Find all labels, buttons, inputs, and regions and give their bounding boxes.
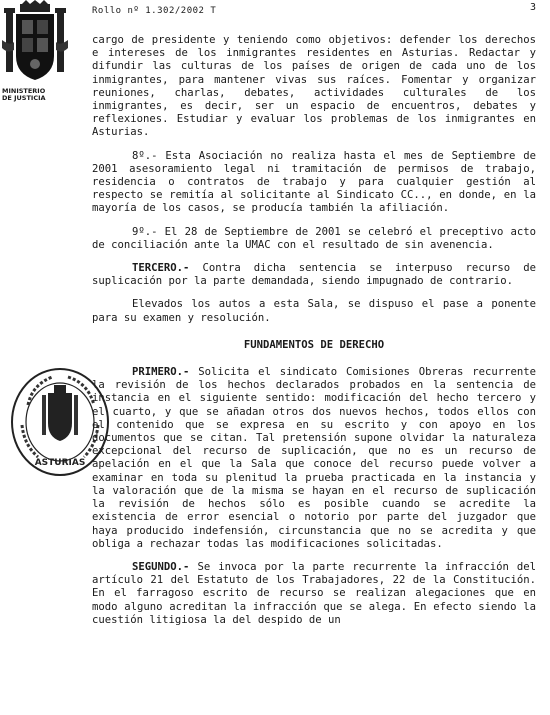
- paragraph-tercero: [92, 262, 536, 288]
- ministry-label-line1: MINISTERIO: [2, 87, 46, 95]
- tercero-lead: TERCERO.-: [132, 262, 190, 275]
- segundo-text: Se invoca por la parte recurrente la infracción del artículo 21 del Estatuto de los Trabajadores, 22 de la Constitución. En el farragoso escrito de recurso se realizan alegaciones que en modo alguno acreditan la infracción que se alega. En efecto siendo la cuestión litigiosa la del despido de un: [92, 560, 536, 626]
- document-body: [92, 34, 536, 627]
- ministry-label-line2: DE JUSTICIA: [2, 94, 46, 102]
- stamp-region: ASTURIAS: [34, 458, 86, 468]
- ministry-label: [2, 88, 68, 102]
- paragraph-primero: [92, 366, 536, 551]
- primero-lead: PRIMERO.-: [132, 366, 190, 379]
- section-heading: FUNDAMENTOS DE DERECHO: [243, 338, 385, 351]
- page-number: 3: [529, 2, 536, 13]
- paragraph-objectives: cargo de presidente y teniendo como objetivos: defender los derechos e intereses de los inmigrantes residentes en Asturias. Redactar y difundir las culturas de los países de origen de cada uno de los inmigrantes, para mantener vivas sus raíces. Fomentar y organizar reuniones, charlas, debates, actividades culturales de los inmigrantes, es decir, ser un espacio de encuentros, debates y reflexiones. Estudiar y evaluar los problemas de los inmigrantes en Asturias.: [92, 34, 536, 139]
- primero-text: Solicita el sindicato Comisiones Obreras recurrente la revisión de los hechos declarados probados en la sentencia de instancia en el siguiente sentido: modificación del hecho tercero y el cuarto, y que se añadan otros dos nuevos hechos, todos ellos con el contenido que se expresa en su escrito y con apoyo en los documentos que se citan. Tal pretensión supone olvidar la naturaleza excepcional del recurso de suplicación, que no es un recurso de apelación en el que la Sala que conoce del recurso puede volver a examinar en toda su plenitud la prueba practicada en la instancia y la valoración que de la misma se hayan en el recurso de suplicación la revisión de hechos sólo es posible cuando se acredite la existencia de error esencial o notorio por parte del juzgador que haya producido indefensión, circunstancia que no se acredita y que obliga a rechazar todas las modificaciones solicitadas.: [92, 366, 536, 550]
- paragraph-fact-9: 9º.- El 28 de Septiembre de 2001 se celebró el preceptivo acto de conciliación ante la UMAC con el resultado de sin avenencia.: [92, 225, 536, 251]
- paragraph-fact-8: 8º.- Esta Asociación no realiza hasta el mes de Septiembre de 2001 asesoramiento legal ni tramitación de permisos de trabajo, residencia o contratos de trabajo y para cualquier gestión al respecto se remitía al solicitante al Sindicato CC.., en donde, en la mayoría de los casos, se producía también la afiliación.: [92, 149, 536, 215]
- tercero-text: Contra dicha sentencia se interpuso recurso de suplicación por la parte demandada, siendo impugnado de contrario.: [92, 262, 536, 288]
- roll-number: Rollo nº 1.302/2002 T: [92, 6, 217, 16]
- paragraph-segundo: [92, 561, 536, 627]
- paragraph-elevados: Elevados los autos a esta Sala, se dispuso el pase a ponente para su examen y resolución.: [92, 298, 536, 324]
- segundo-lead: SEGUNDO.-: [132, 560, 190, 573]
